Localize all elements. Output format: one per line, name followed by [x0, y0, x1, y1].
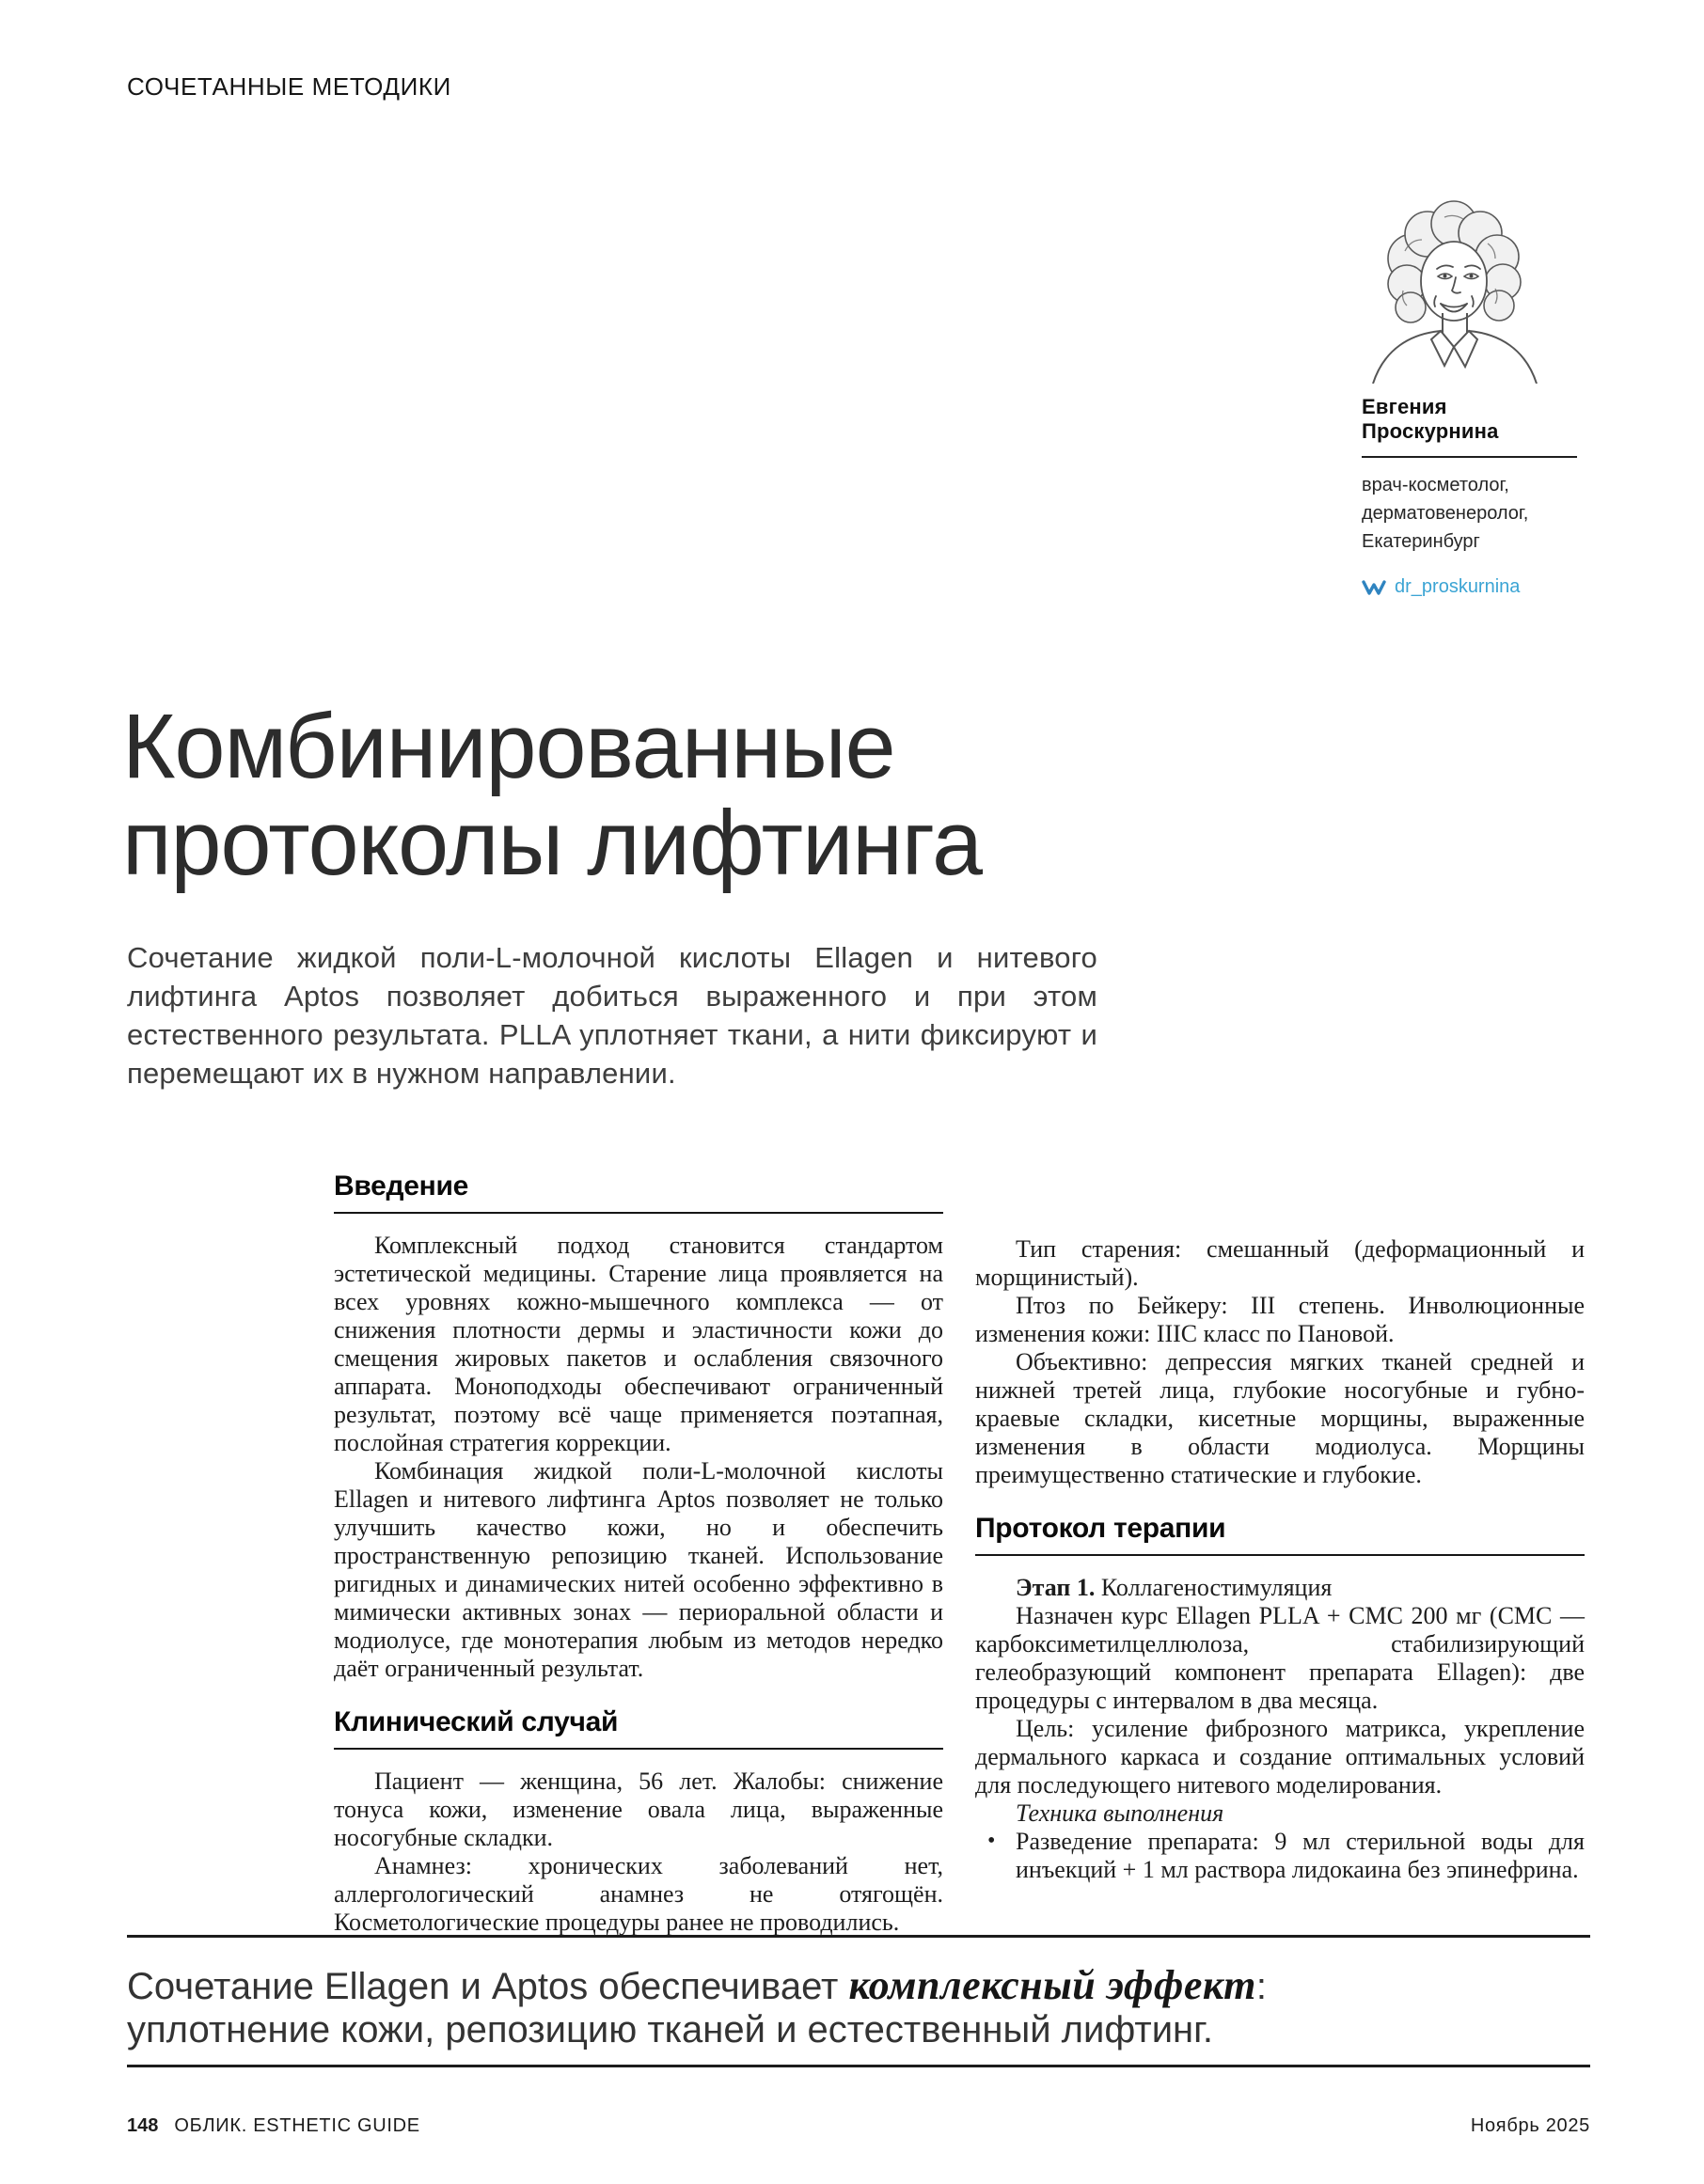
paragraph: Комбинация жидкой поли-L-молочной кислоты Ellagen и нитевого лифтинга Aptos позволяет не только улучшить качество кожи, но и обеспечить пространственную репозицию тканей. Использование ригидных и динамических нитей особенно эффективно в мимически активных зонах — периоральной области и модиолусе, где монотерапия любым из методов нередко даёт ограниченный результат. — [334, 1457, 943, 1682]
pull-quote-line2: уплотнение кожи, репозицию тканей и естественный лифтинг. — [127, 2009, 1213, 2050]
protocol-step-line — [975, 1574, 1585, 1602]
author-credential-line: дерматовенеролог, — [1362, 503, 1529, 524]
step-title: Коллагеностимуляция — [1100, 1574, 1333, 1601]
pull-quote — [127, 1935, 1590, 2067]
paragraph: Объективно: депрессия мягких тканей средней и нижней третей лица, глубокие носогубные и губно-краевые складки, кисетные морщины, выраженные изменения в области модиолуса. Морщины преимущественно статические и глубокие. — [975, 1348, 1585, 1488]
page-number: 148 — [127, 2115, 159, 2136]
vk-icon — [1362, 579, 1386, 596]
kicker: СОЧЕТАННЫЕ МЕТОДИКИ — [127, 72, 451, 101]
section-clinical-case — [334, 1707, 943, 1937]
article-title-line1: Комбинированные — [122, 695, 895, 797]
paragraph: Комплексный подход становится стандартом эстетической медицины. Старение лица проявляется на всех уровнях кожно-мышечного комплекса — от снижения плотности дермы и эластичности кожи до смещения жировых пакетов и ослабления связочного аппарата. Моноподходы обеспечивают ограниченный результат, поэтому всё чаще применяется поэтапная, послойная стратегия коррекции. — [334, 1232, 943, 1456]
author-vk-link[interactable] — [1362, 576, 1589, 598]
article-columns — [334, 1171, 1585, 1937]
section-heading-protocol: Протокол терапии — [975, 1513, 1226, 1544]
section-rule — [334, 1212, 943, 1214]
section-introduction — [334, 1171, 943, 1683]
technique-label: Техника выполнения — [1016, 1799, 1224, 1827]
paragraph: Назначен курс Ellagen PLLA + СМС 200 мг (СМС — карбоксиметилцеллюлоза, стабилизирующий гелеобразующий компонент препарата Ellagen): две процедуры с интервалом в два месяца. — [975, 1602, 1585, 1714]
magazine-name: ОБЛИК. ESTHETIC GUIDE — [174, 2115, 420, 2136]
pull-quote-colon: : — [1255, 1966, 1267, 2007]
step-label: Этап 1. — [1016, 1574, 1096, 1601]
author-divider — [1362, 456, 1577, 458]
article-title — [122, 695, 1251, 894]
pull-quote-prefix: Сочетание Ellagen и Aptos обеспечивает — [127, 1966, 849, 2007]
author-credential-line: Екатеринбург — [1362, 531, 1480, 552]
bullet-icon: • — [987, 1829, 996, 1853]
list-item — [975, 1828, 1585, 1884]
paragraph: Тип старения: смешанный (деформационный и морщинистый). — [975, 1235, 1585, 1291]
section-protocol — [975, 1514, 1585, 1884]
column-right — [975, 1171, 1585, 1937]
paragraph: Пациент — женщина, 56 лет. Жалобы: снижение тонуса кожи, изменение овала лица, выраженные носогубные складки. — [334, 1768, 943, 1851]
vk-handle[interactable]: dr_proskurnina — [1395, 576, 1521, 597]
paragraph: Цель: усиление фиброзного матрикса, укрепление дермального каркаса и создание оптимальных условий для последующего нитевого моделирования. — [975, 1715, 1585, 1799]
author-block — [1362, 191, 1589, 598]
page-footer — [127, 2115, 1590, 2137]
author-portrait-illustration — [1362, 191, 1546, 384]
column-left — [334, 1171, 943, 1937]
author-credentials — [1362, 471, 1589, 556]
section-rule — [975, 1554, 1585, 1556]
pull-quote-emphasis: комплексный эффект — [848, 1962, 1256, 2008]
author-credential-line: врач-косметолог, — [1362, 475, 1509, 495]
article-title-line2: протоколы лифтинга — [122, 792, 983, 894]
list-item-text: Разведение препарата: 9 мл стерильной воды для инъекций + 1 мл раствора лидокаина без эпинефрина. — [1016, 1828, 1585, 1883]
section-heading-clinical-case: Клинический случай — [334, 1706, 619, 1737]
footer-left — [127, 2115, 420, 2137]
paragraph: Анамнез: хронических заболеваний нет, аллергологический анамнез не отягощён. Косметологические процедуры ранее не проводились. — [334, 1852, 943, 1936]
author-name: Евгения Проскурнина — [1362, 395, 1499, 443]
issue-date: Ноябрь 2025 — [1470, 2115, 1590, 2136]
paragraph: Птоз по Бейкеру: III степень. Инволюционные изменения кожи: IIIC класс по Пановой. — [975, 1292, 1585, 1347]
section-rule — [334, 1748, 943, 1750]
section-heading-introduction: Введение — [334, 1171, 468, 1202]
article-lead: Сочетание жидкой поли-L-молочной кислоты Ellagen и нитевого лифтинга Aptos позволяет добиться выраженного и при этом естественного результата. PLLA уплотняет ткани, а нити фиксируют и перемещают их в нужном направлении. — [127, 941, 1097, 1090]
